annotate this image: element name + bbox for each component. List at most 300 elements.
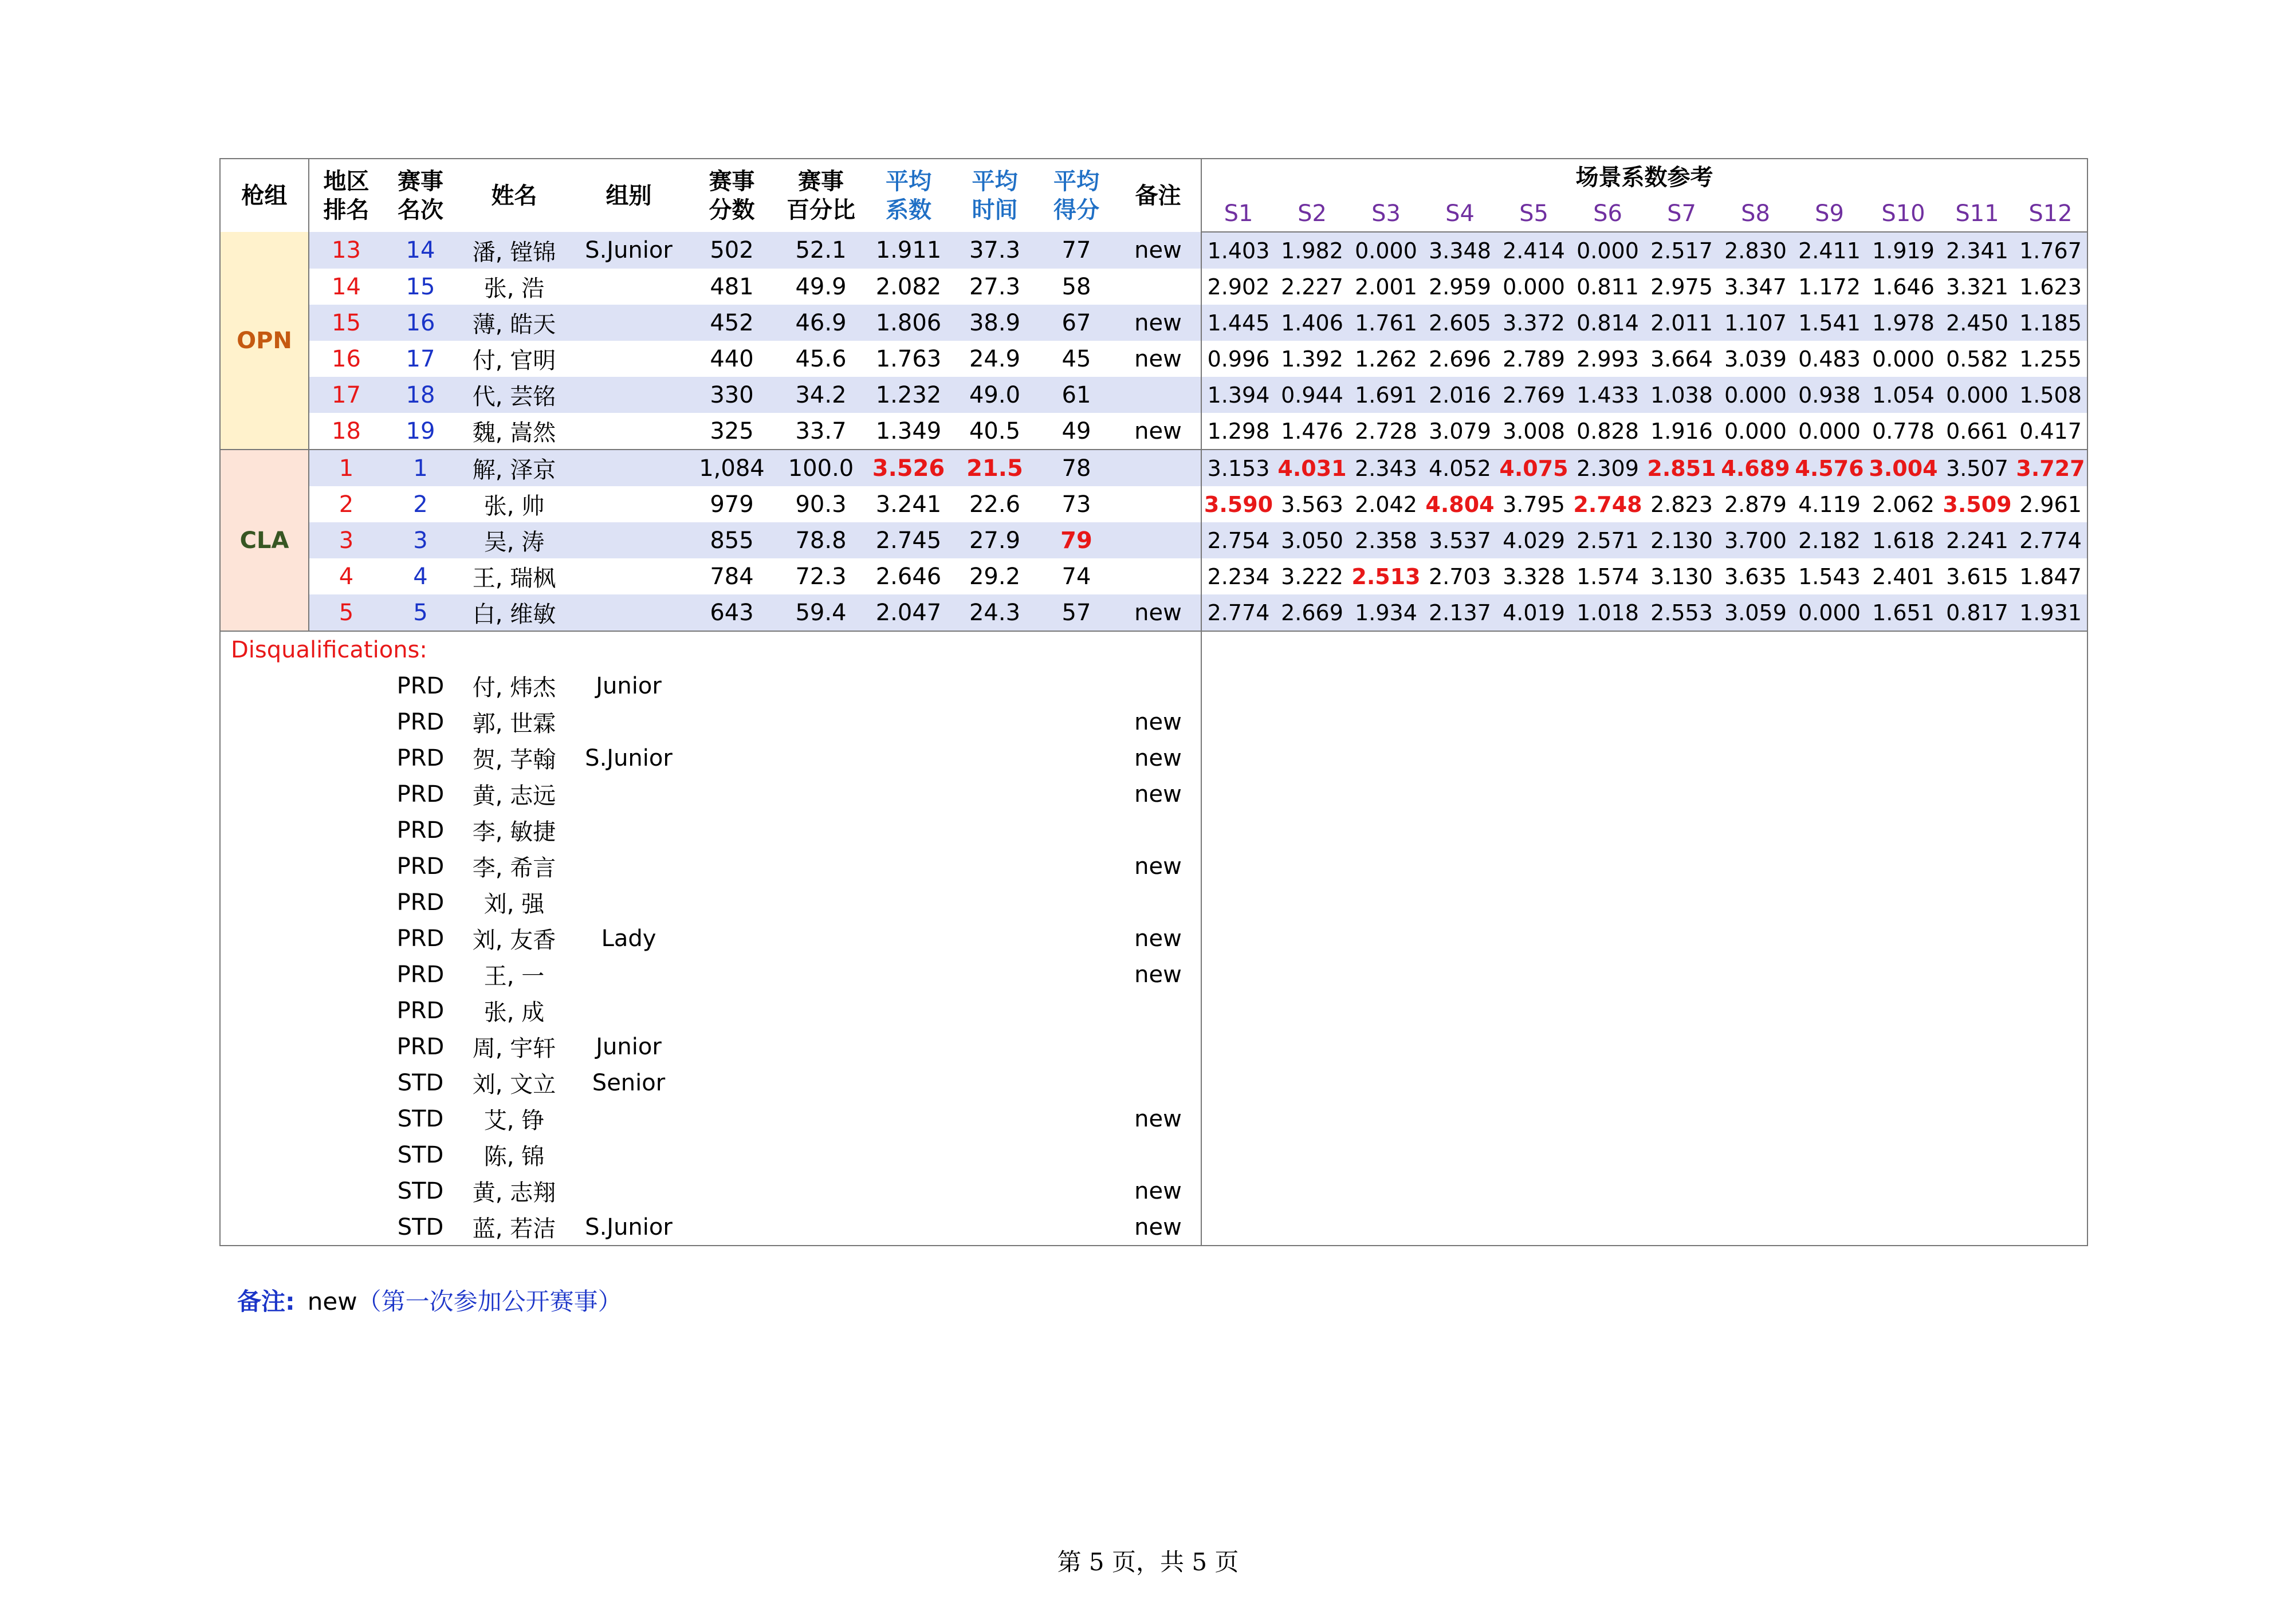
empty-cell: [220, 884, 309, 920]
empty-cell: [309, 704, 383, 740]
division: STD: [397, 1069, 444, 1096]
division: PRD: [396, 744, 445, 771]
avg-points: 73: [1061, 491, 1091, 518]
category: S.Junior: [571, 232, 687, 269]
empty-cell: [687, 1065, 777, 1101]
competitor-name: 艾, 铮: [483, 1108, 545, 1134]
table-row: [220, 305, 2087, 341]
empty-cell: [777, 812, 865, 848]
competitor-name: 刘, 强: [483, 891, 545, 917]
stage-factor-s1: 1.394: [1201, 377, 1275, 413]
stage-factor-s8: 0.000: [1724, 418, 1787, 444]
note: new: [1115, 776, 1201, 812]
division: PRD: [396, 1033, 445, 1060]
empty-cell: [309, 1137, 383, 1173]
stage-factor-s4: 3.537: [1423, 522, 1497, 558]
empty-cell: [865, 848, 952, 884]
empty-cell: [220, 956, 309, 992]
category: Junior: [596, 672, 662, 699]
empty-cell: [777, 1137, 865, 1173]
empty-cell: [309, 1029, 383, 1065]
empty-cell: [1037, 884, 1115, 920]
empty-cell: [952, 920, 1037, 956]
match-percent: 45.6: [795, 345, 847, 372]
empty-cell: [687, 1209, 777, 1246]
region-rank: 4: [339, 563, 354, 590]
stage-factor-s6: 2.571: [1571, 522, 1645, 558]
empty-cell: [952, 992, 1037, 1029]
division: PRD: [396, 708, 445, 735]
category: [571, 558, 687, 594]
empty-cell: [865, 668, 952, 704]
stage-factor-s12: 0.417: [2019, 418, 2082, 444]
match-score: 325: [710, 417, 754, 444]
empty-cell: [1037, 1209, 1115, 1246]
stage-factor-s9: 0.000: [1792, 594, 1866, 631]
empty-cell: [220, 1209, 309, 1246]
note: [1115, 450, 1201, 486]
empty-cell: [865, 1137, 952, 1173]
competitor-name: 付, 官明: [472, 348, 556, 374]
table-row: [220, 413, 2087, 450]
avg-factor: 1.911: [865, 232, 952, 269]
table-row: [220, 377, 2087, 413]
stage-area-empty: [1201, 631, 2087, 1246]
note: new: [1115, 920, 1201, 956]
note: [1115, 486, 1201, 522]
group-label: CLA: [220, 450, 309, 631]
stage-factor-s9: 1.172: [1798, 274, 1861, 300]
competitor-name: 张, 成: [483, 999, 545, 1026]
empty-cell: [309, 668, 383, 704]
stage-factor-s7: 2.011: [1645, 305, 1719, 341]
avg-time: 24.9: [969, 345, 1021, 372]
stage-factor-s10: 1.618: [1866, 522, 1940, 558]
stage-factor-s5: 4.029: [1497, 522, 1571, 558]
stage-factor-s6: 1.433: [1571, 377, 1645, 413]
note: new: [1115, 848, 1201, 884]
empty-cell: [687, 812, 777, 848]
header-stage-s2: S2: [1275, 195, 1349, 232]
match-score: 784: [710, 563, 754, 590]
empty-cell: [1037, 956, 1115, 992]
stage-factor-s5: 3.008: [1503, 418, 1565, 444]
competitor-name: 王, 瑞枫: [472, 565, 556, 592]
match-score: 502: [687, 232, 777, 269]
empty-cell: [865, 812, 952, 848]
group-label: OPN: [220, 232, 309, 450]
stage-factor-s6: 0.000: [1571, 232, 1645, 269]
empty-cell: [687, 776, 777, 812]
empty-cell: [952, 1209, 1037, 1246]
empty-cell: [220, 740, 309, 776]
empty-cell: [952, 740, 1037, 776]
stage-factor-s5: 3.372: [1497, 305, 1571, 341]
match-percent: 49.9: [795, 273, 847, 300]
stage-factor-s10: 1.978: [1866, 305, 1940, 341]
empty-cell: [687, 1173, 777, 1209]
stage-factor-s8: 4.689: [1719, 450, 1792, 486]
category: [571, 884, 687, 920]
stage-factor-s8: 3.059: [1719, 594, 1792, 631]
note: new: [1115, 413, 1201, 450]
empty-cell: [777, 1029, 865, 1065]
stage-factor-s12: 1.185: [2014, 305, 2087, 341]
stage-factor-s4: 2.703: [1429, 564, 1491, 589]
avg-time: 40.5: [969, 417, 1021, 444]
table-row: [220, 269, 2087, 305]
header-avg-points: [1037, 159, 1115, 232]
match-percent: 52.1: [777, 232, 865, 269]
note: new: [1115, 704, 1201, 740]
category: [571, 522, 687, 558]
stage-factor-s10: 2.062: [1872, 491, 1935, 517]
stage-factor-s9: 1.541: [1792, 305, 1866, 341]
empty-cell: [687, 1101, 777, 1137]
empty-cell: [865, 956, 952, 992]
stage-factor-s5: 3.795: [1503, 491, 1565, 517]
stage-factor-s5: 2.789: [1503, 346, 1565, 372]
empty-cell: [865, 992, 952, 1029]
table-row: [220, 232, 2087, 269]
stage-factor-s3: 2.358: [1349, 522, 1423, 558]
region-rank: 1: [309, 450, 383, 486]
empty-cell: [1037, 1101, 1115, 1137]
avg-factor: 1.806: [865, 305, 952, 341]
note: [1115, 558, 1201, 594]
empty-cell: [220, 776, 309, 812]
empty-cell: [1037, 1065, 1115, 1101]
header-group: 枪组: [220, 159, 309, 232]
stage-factor-s4: 4.804: [1425, 491, 1495, 517]
note: new: [1115, 1209, 1201, 1246]
avg-points: 74: [1061, 563, 1091, 590]
header-region-rank: [309, 159, 383, 232]
stage-factor-s9: 4.576: [1792, 450, 1866, 486]
stage-factor-s7: 2.975: [1650, 274, 1713, 300]
header-category: 组别: [606, 182, 652, 209]
empty-cell: [309, 776, 383, 812]
division: PRD: [396, 781, 445, 807]
empty-cell: [952, 1173, 1037, 1209]
empty-cell: [952, 704, 1037, 740]
empty-cell: [687, 704, 777, 740]
region-rank: 18: [332, 417, 361, 444]
match-rank: 14: [383, 232, 458, 269]
empty-cell: [687, 1137, 777, 1173]
match-rank: 15: [406, 273, 435, 300]
empty-cell: [1037, 740, 1115, 776]
stage-factor-s4: 2.137: [1423, 594, 1497, 631]
category: [571, 1173, 687, 1209]
stage-factor-s7: 3.664: [1650, 346, 1713, 372]
stage-factor-s9: 2.182: [1792, 522, 1866, 558]
competitor-name: 黄, 志远: [472, 783, 556, 809]
header-stage-s5: S5: [1497, 195, 1571, 232]
region-rank: 2: [339, 491, 354, 518]
match-score: 452: [687, 305, 777, 341]
empty-cell: [865, 1029, 952, 1065]
competitor-name: 刘, 友香: [472, 927, 556, 954]
table-row: [220, 486, 2087, 522]
category: [571, 413, 687, 450]
empty-cell: [309, 992, 383, 1029]
stage-factor-s8: 3.347: [1724, 274, 1787, 300]
note: [1115, 992, 1201, 1029]
empty-cell: [309, 1173, 383, 1209]
header-region-rank-label: 地区 排名: [323, 168, 369, 223]
stage-factor-s2: 2.227: [1281, 274, 1343, 300]
avg-factor: 1.232: [865, 377, 952, 413]
avg-points: 78: [1037, 450, 1115, 486]
empty-cell: [220, 668, 309, 704]
stage-factor-s12: 2.774: [2014, 522, 2087, 558]
avg-time: 29.2: [969, 563, 1021, 590]
stage-factor-s1: 2.774: [1201, 594, 1275, 631]
empty-cell: [777, 884, 865, 920]
competitor-name: 蓝, 若洁: [472, 1216, 556, 1242]
avg-time: 24.3: [952, 594, 1037, 631]
stage-factor-s7: 1.916: [1650, 418, 1713, 444]
empty-cell: [687, 848, 777, 884]
category: Junior: [596, 1033, 662, 1060]
competitor-name: 解, 泽京: [458, 450, 571, 486]
table-row: [220, 522, 2087, 558]
division: PRD: [396, 853, 445, 880]
stage-factor-s11: 3.507: [1940, 450, 2014, 486]
header-stage-s11: S11: [1940, 195, 2014, 232]
competitor-name: 潘, 镗锦: [458, 232, 571, 269]
stage-factor-s1: 1.445: [1201, 305, 1275, 341]
category: Lady: [601, 925, 656, 952]
header-stage-s6: S6: [1571, 195, 1645, 232]
header-stage-s3: S3: [1349, 195, 1423, 232]
category: S.Junior: [585, 744, 673, 771]
match-rank: 16: [383, 305, 458, 341]
stage-factor-s1: 1.298: [1207, 418, 1270, 444]
header-stage-s9: S9: [1792, 195, 1866, 232]
empty-cell: [687, 740, 777, 776]
empty-cell: [952, 776, 1037, 812]
competitor-name: 刘, 文立: [472, 1072, 556, 1098]
note: [1115, 377, 1201, 413]
avg-time: 27.3: [969, 273, 1021, 300]
competitor-name: 王, 一: [483, 963, 545, 990]
stage-factor-s8: 2.830: [1719, 232, 1792, 269]
empty-cell: [309, 848, 383, 884]
empty-cell: [952, 1101, 1037, 1137]
stage-factor-s12: 1.623: [2019, 274, 2082, 300]
empty-cell: [309, 920, 383, 956]
match-score: 979: [710, 491, 754, 518]
empty-cell: [865, 740, 952, 776]
empty-cell: [865, 704, 952, 740]
empty-cell: [220, 1173, 309, 1209]
empty-cell: [309, 956, 383, 992]
stage-factor-s10: 2.401: [1872, 564, 1935, 589]
stage-factor-s9: 1.543: [1798, 564, 1861, 589]
competitor-name: 张, 浩: [483, 275, 545, 302]
stage-factor-s6: 2.993: [1576, 346, 1639, 372]
empty-cell: [1037, 848, 1115, 884]
stage-factor-s6: 1.574: [1576, 564, 1639, 589]
empty-cell: [777, 668, 865, 704]
stage-factor-s4: 2.605: [1423, 305, 1497, 341]
stage-factor-s6: 2.748: [1573, 491, 1642, 517]
competitor-name: 李, 希言: [472, 855, 556, 881]
stage-factor-s6: 1.018: [1571, 594, 1645, 631]
stage-factor-s3: 0.000: [1349, 232, 1423, 269]
stage-factor-s11: 0.817: [1940, 594, 2014, 631]
stage-factor-s11: 0.661: [1946, 418, 2008, 444]
note: new: [1115, 594, 1201, 631]
avg-time: 38.9: [952, 305, 1037, 341]
match-percent: 59.4: [777, 594, 865, 631]
stage-factor-s1: 2.234: [1207, 564, 1270, 589]
empty-cell: [777, 992, 865, 1029]
empty-cell: [309, 740, 383, 776]
empty-cell: [865, 1065, 952, 1101]
match-percent: 90.3: [795, 491, 847, 518]
stage-factor-s12: 1.931: [2014, 594, 2087, 631]
stage-factor-s8: 3.039: [1724, 346, 1787, 372]
note: [1115, 269, 1201, 305]
stage-factor-s2: 2.669: [1275, 594, 1349, 631]
empty-cell: [687, 668, 777, 704]
stage-factor-s2: 0.944: [1275, 377, 1349, 413]
avg-points: 49: [1061, 417, 1091, 444]
table-row: [220, 558, 2087, 594]
note: new: [1115, 341, 1201, 377]
category: [571, 812, 687, 848]
division: PRD: [396, 961, 445, 988]
category: [571, 594, 687, 631]
competitor-name: 贺, 芓翰: [472, 747, 556, 773]
stage-factor-s3: 1.761: [1349, 305, 1423, 341]
avg-points: 58: [1061, 273, 1091, 300]
note: new: [1115, 740, 1201, 776]
empty-cell: [777, 956, 865, 992]
avg-factor: 2.082: [875, 273, 942, 300]
note: [1115, 1065, 1201, 1101]
match-score: 440: [710, 345, 754, 372]
empty-cell: [1037, 920, 1115, 956]
note: [1115, 1029, 1201, 1065]
legend-note: [237, 1283, 622, 1317]
disqualifications-title-row: [220, 631, 2087, 668]
stage-factor-s10: 1.646: [1872, 274, 1935, 300]
match-percent: 33.7: [795, 417, 847, 444]
stage-factor-s2: 3.563: [1281, 491, 1343, 517]
empty-cell: [1037, 992, 1115, 1029]
stage-factor-s12: 1.767: [2014, 232, 2087, 269]
stage-factor-s12: 1.847: [2019, 564, 2082, 589]
stage-factor-s7: 3.130: [1650, 564, 1713, 589]
stage-factor-s8: 3.700: [1719, 522, 1792, 558]
stage-factor-s4: 2.696: [1429, 346, 1491, 372]
stage-factor-s3: 2.513: [1351, 564, 1421, 589]
stage-factor-s7: 2.553: [1645, 594, 1719, 631]
empty-cell: [865, 776, 952, 812]
empty-cell: [687, 992, 777, 1029]
header-avg-time: [952, 159, 1037, 232]
empty-cell: [220, 1065, 309, 1101]
stage-factor-s2: 3.050: [1275, 522, 1349, 558]
match-percent: 46.9: [777, 305, 865, 341]
stage-factor-s6: 2.309: [1571, 450, 1645, 486]
stage-factor-s5: 2.769: [1497, 377, 1571, 413]
empty-cell: [220, 848, 309, 884]
note: [1115, 884, 1201, 920]
match-percent: 72.3: [795, 563, 847, 590]
header-score-label: 赛事 分数: [709, 168, 755, 223]
match-score: 330: [687, 377, 777, 413]
stage-factor-s12: 1.255: [2019, 346, 2082, 372]
empty-cell: [220, 1137, 309, 1173]
division: PRD: [396, 889, 445, 916]
match-rank: 2: [413, 491, 428, 518]
table-body: [220, 232, 2087, 1246]
header-pct: [777, 159, 865, 232]
competitor-name: 付, 炜杰: [472, 675, 556, 701]
category: [571, 704, 687, 740]
stage-factor-s3: 1.262: [1355, 346, 1417, 372]
empty-cell: [1037, 812, 1115, 848]
competitor-name: 周, 宇轩: [472, 1035, 556, 1062]
stage-factor-s3: 2.001: [1355, 274, 1417, 300]
empty-cell: [952, 1137, 1037, 1173]
stage-factor-s6: 0.814: [1571, 305, 1645, 341]
stage-factor-s2: 1.392: [1281, 346, 1343, 372]
note: [1115, 668, 1201, 704]
empty-cell: [777, 920, 865, 956]
stage-factor-s2: 1.982: [1275, 232, 1349, 269]
match-rank: 18: [383, 377, 458, 413]
avg-points: 79: [1037, 522, 1115, 558]
note: [1115, 522, 1201, 558]
stage-factor-s1: 2.902: [1207, 274, 1270, 300]
table-row: [220, 341, 2087, 377]
legend-term: new: [307, 1287, 357, 1315]
note: [1115, 812, 1201, 848]
empty-cell: [777, 848, 865, 884]
match-score: 855: [687, 522, 777, 558]
division: PRD: [396, 672, 445, 699]
empty-cell: [1037, 1137, 1115, 1173]
category: Senior: [592, 1069, 666, 1096]
competitor-name: 薄, 皓天: [458, 305, 571, 341]
stage-factor-s11: 3.321: [1946, 274, 2008, 300]
stage-factor-s3: 2.042: [1355, 491, 1417, 517]
stage-factor-s4: 4.052: [1423, 450, 1497, 486]
header-avg-factor: [865, 159, 952, 232]
competitor-name: 黄, 志翔: [472, 1180, 556, 1206]
stage-factor-s6: 0.811: [1576, 274, 1639, 300]
division: STD: [397, 1141, 444, 1168]
avg-points: 57: [1037, 594, 1115, 631]
stage-factor-s10: 1.651: [1866, 594, 1940, 631]
category: [571, 269, 687, 305]
empty-cell: [687, 956, 777, 992]
match-rank: 1: [383, 450, 458, 486]
competitor-name: 魏, 嵩然: [472, 420, 556, 446]
stage-factor-s3: 1.691: [1349, 377, 1423, 413]
header-stage-s10: S10: [1866, 195, 1940, 232]
stage-factor-s2: 1.406: [1275, 305, 1349, 341]
competitor-name: 陈, 锦: [483, 1144, 545, 1170]
stage-factor-s2: 4.031: [1275, 450, 1349, 486]
empty-cell: [952, 668, 1037, 704]
